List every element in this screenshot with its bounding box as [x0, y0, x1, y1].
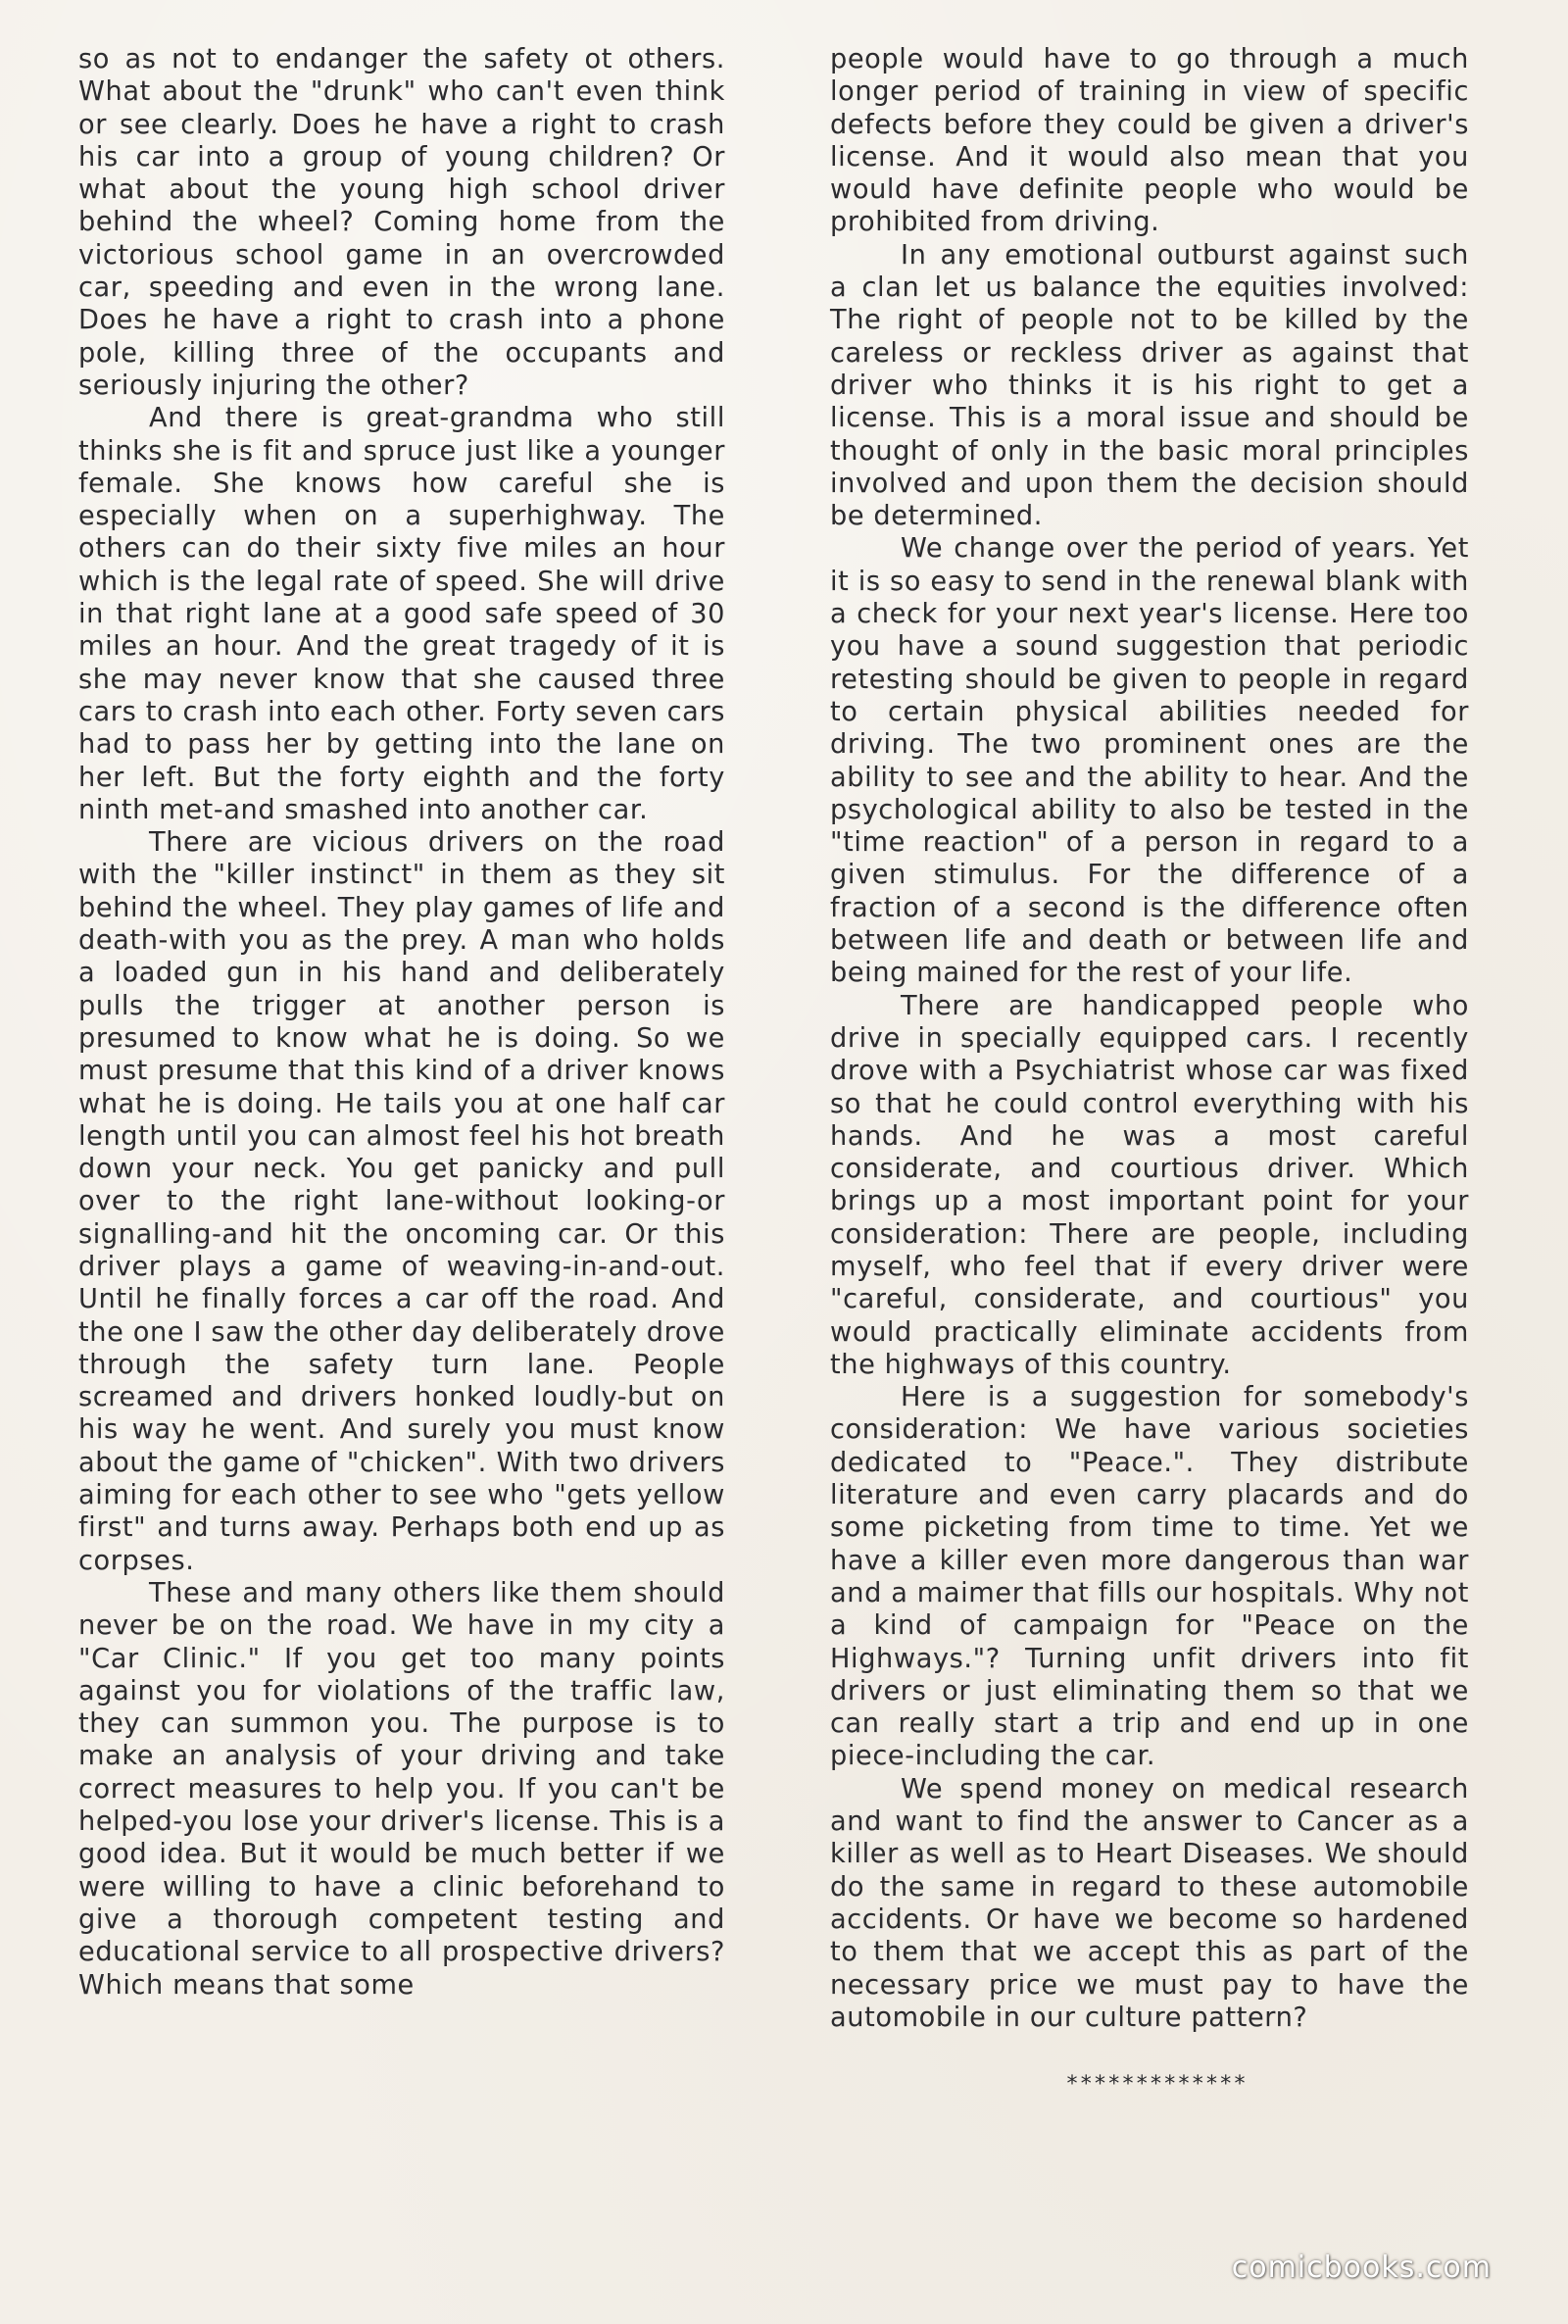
paragraph-great-grandma: And there is great-grandma who still thinks she is fit and spruce just like a younger female. She knows how careful she is especially when on a superhighway. The others can do their sixty five miles an hour which is the legal rate of speed. She will drive in that right lane at a good safe speed of 30 miles an hour. And the great tragedy of it is she may never know that she caused three cars to crash into each other. Forty seven cars had to pass her by getting into the lane on her left. But the forty eighth and the forty ninth met-and smashed into another car. [78, 403, 725, 825]
watermark-text: comicbooks.com [1231, 2250, 1492, 2285]
paragraph-retesting: We change over the period of years. Yet it is so easy to send in the renewal blank with a check for your next year's license. Here too you have a sound suggestion that periodic retesting should be given to people in regard to certain physical abilities needed for driving. The two prominent ones are the ability to see and the ability to hear. And the psychological ability to also be tested in the "time reaction" of a person in regard to a given stimulus. For the difference of a fraction of a second is the difference often between life and death or between life and being mained for the rest of your life. [830, 533, 1469, 989]
paragraph-moral-issue: In any emotional outburst against such a clan let us balance the equities involved: The right of people not to be killed by the careless or reckless driver as against that driver who thinks it is his right to get a license. This is a moral issue and should be thought of only in the basic moral principles involved and upon them the decision should be determined. [830, 239, 1469, 532]
end-marker: ************* [1065, 2072, 1248, 2097]
right-column [830, 43, 1469, 2034]
paragraph-vicious-drivers: There are vicious drivers on the road with the "killer instinct" in them as they sit behind the wheel. They play games of life and death-with you as the prey. A man who holds a loaded gun in his hand and deliberately pulls the trigger at another person is presumed to know what he is doing. So we must presume that this kind of a driver knows what he is doing. He tails you at one half car length until you can almost feel his hot breath down your neck. You get panicky and pull over to the right lane-without looking-or signalling-and hit the oncoming car. Or this driver plays a game of weaving-in-and-out. Until he finally forces a car off the road. And the one I saw the other day deliberately drove through the safety turn lane. People screamed and drivers honked loudly-but on his way he went. And surely you must know about the game of "chicken". With two drivers aiming for each other to see who "gets yellow first" and turns away. Perhaps both end up as corpses. [78, 827, 725, 1576]
paragraph-drunk-driver: so as not to endanger the safety ot others. What about the "drunk" who can't even think or see clearly. Does he have a right to crash his car into a group of young children? Or what about the young high school driver behind the wheel? Coming home from the victorious school game in an overcrowded car, speeding and even in the wrong lane. Does he have a right to crash into a phone pole, killing three of the occupants and seriously injuring the other? [78, 44, 725, 401]
paragraph-training: people would have to go through a much longer period of training in view of specific defects before they could be given a driver's license. And it would also mean that you would have definite people who would be prohibited from driving. [830, 44, 1469, 238]
paragraph-car-clinic: These and many others like them should never be on the road. We have in my city a "Car Clinic." If you get too many points against you for violations of the traffic law, they can summon you. The purpose is to make an analysis of your driving and take correct measures to help you. If you can't be helped-you lose your driver's license. This is a good idea. But it would be much better if we were willing to have a clinic beforehand to give a thorough competent testing and educational service to all prospective drivers? Which means that some [78, 1577, 725, 2001]
paragraph-medical-research: We spend money on medical research and want to find the answer to Cancer as a killer as well as to Heart Diseases. We should do the same in regard to these automobile accidents. Or have we become so hardened to them that we accept this as part of the necessary price we must pay to have the automobile in our culture pattern? [830, 1773, 1469, 2033]
left-column [78, 43, 725, 2002]
paragraph-handicapped-drivers: There are handicapped people who drive in specially equipped cars. I recently drove with a Psychiatrist whose car was fixed so that he could control everything with his hands. And he was a most careful considerate, and courtious driver. Which brings up a most important point for your consideration: There are people, including myself, who feel that if every driver were "careful, considerate, and courtious" you would practically eliminate accidents from the highways of this country. [830, 990, 1469, 1380]
paragraph-peace-on-highways: Here is a suggestion for somebody's consideration: We have various societies dedicated to "Peace.". They distribute literature and even carry placards and do some picketing from time to time. Yet we have a killer even more dangerous than war and a maimer that fills our hospitals. Why not a kind of campaign for "Peace on the Highways."? Turning unfit drivers into fit drivers or just eliminating them so that we can really start a trip and end up in one piece-including the car. [830, 1382, 1469, 1772]
